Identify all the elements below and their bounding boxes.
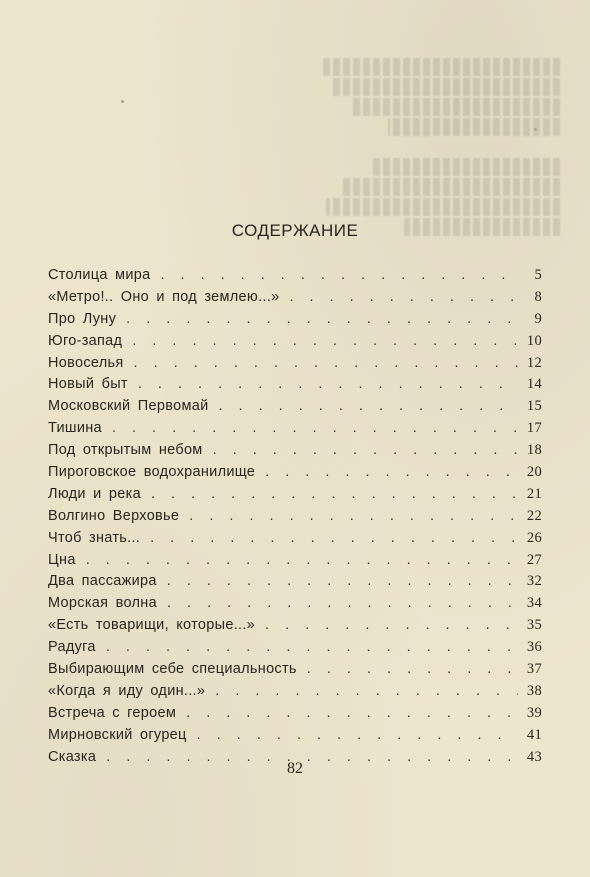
toc-entry (48, 289, 542, 311)
toc-entry (48, 420, 542, 442)
paper-fleck (534, 128, 537, 131)
toc-entry-title: Тишина (48, 420, 102, 437)
toc-entry-title: Цна (48, 551, 76, 568)
toc-entry-page: 27 (526, 551, 542, 568)
toc-entry-title: Новый быт (48, 376, 128, 393)
toc-entry-page: 26 (526, 529, 542, 546)
toc-entry (48, 333, 542, 355)
page-title: СОДЕРЖАНИЕ (231, 221, 359, 240)
dot-leader (197, 727, 518, 743)
toc-entry (48, 442, 542, 464)
toc-entry-title: Под открытым небом (48, 442, 203, 459)
dot-leader (186, 705, 518, 721)
toc-entry-page: 18 (526, 442, 542, 459)
table-of-contents (48, 267, 542, 770)
dot-leader (265, 617, 518, 633)
toc-entry-page: 5 (534, 267, 542, 283)
dot-leader (189, 508, 518, 524)
toc-entry-page: 39 (526, 704, 542, 721)
dot-leader (215, 683, 518, 699)
toc-entry-title: Столица мира (48, 267, 151, 283)
toc-entry (48, 464, 542, 486)
toc-entry (48, 639, 542, 661)
toc-entry (48, 398, 542, 420)
toc-entry-title: Новоселья (48, 354, 124, 371)
dot-leader (112, 420, 518, 436)
toc-entry-title: «Есть товарищи, которые...» (48, 617, 256, 634)
toc-entry (48, 530, 542, 552)
page-number: 82 (287, 760, 303, 777)
toc-entry-page: 32 (526, 573, 542, 590)
dot-leader (132, 333, 518, 349)
toc-entry (48, 573, 542, 595)
toc-entry (48, 683, 542, 705)
dot-leader (151, 486, 518, 502)
toc-entry-page: 35 (526, 617, 542, 634)
toc-entry-title: «Когда я иду один...» (48, 682, 206, 699)
toc-entry-page: 14 (526, 376, 542, 393)
toc-entry-title: Выбирающим себе специальность (48, 661, 297, 678)
dot-leader (167, 595, 518, 611)
toc-entry-title: Морская волна (48, 595, 157, 612)
toc-entry-title: Люди и река (48, 485, 141, 502)
toc-entry-title: Сказка (48, 748, 97, 765)
toc-entry (48, 355, 542, 377)
toc-entry-page: 22 (526, 507, 542, 524)
toc-entry (48, 486, 542, 508)
toc-entry (48, 311, 542, 333)
toc-entry-page: 37 (526, 661, 542, 678)
toc-entry-title: «Метро!.. Оно и под землею...» (48, 288, 280, 305)
toc-entry-page: 8 (534, 288, 542, 305)
toc-entry-page: 20 (526, 464, 542, 481)
toc-entry-page: 41 (526, 726, 542, 743)
toc-entry (48, 267, 542, 289)
dot-leader (213, 442, 518, 458)
dot-leader (167, 573, 518, 589)
toc-entry-page: 38 (526, 682, 542, 699)
dot-leader (134, 355, 518, 371)
toc-entry-page: 21 (526, 485, 542, 502)
dot-leader (86, 552, 518, 568)
toc-entry (48, 376, 542, 398)
toc-entry-page: 9 (534, 310, 542, 327)
dot-leader (160, 267, 518, 283)
dot-leader (126, 311, 518, 327)
toc-entry-title: Пироговское водохранилище (48, 464, 256, 481)
dot-leader (307, 661, 518, 677)
toc-entry (48, 617, 542, 639)
toc-entry-title: Мирновский огурец (48, 726, 187, 743)
toc-entry-title: Радуга (48, 639, 96, 656)
toc-entry-title: Встреча с героем (48, 704, 177, 721)
paper-fleck (121, 100, 124, 103)
toc-entry-page: 34 (526, 595, 542, 612)
toc-entry-page: 10 (526, 332, 542, 349)
toc-entry-page: 15 (526, 398, 542, 415)
toc-entry-page: 36 (526, 639, 542, 656)
dot-leader (138, 376, 518, 392)
dot-leader (106, 639, 518, 655)
dot-leader (265, 464, 518, 480)
dot-leader (150, 530, 518, 546)
toc-entry (48, 661, 542, 683)
toc-entry-title: Чтоб знать... (48, 529, 141, 546)
toc-entry-title: Московский Первомай (48, 398, 209, 415)
toc-entry-page: 17 (526, 420, 542, 437)
toc-entry-title: Про Луну (48, 310, 117, 327)
toc-entry-page: 43 (526, 748, 542, 765)
toc-entry-title: Волгино Верховье (48, 507, 180, 524)
toc-entry (48, 508, 542, 530)
dot-leader (218, 398, 518, 414)
toc-entry-title: Два пассажира (48, 573, 157, 590)
toc-entry (48, 595, 542, 617)
toc-entry-title: Юго-запад (48, 332, 123, 349)
dot-leader (289, 289, 518, 305)
toc-entry-page: 12 (526, 354, 542, 371)
toc-entry (48, 552, 542, 574)
toc-entry (48, 705, 542, 727)
toc-entry (48, 727, 542, 749)
